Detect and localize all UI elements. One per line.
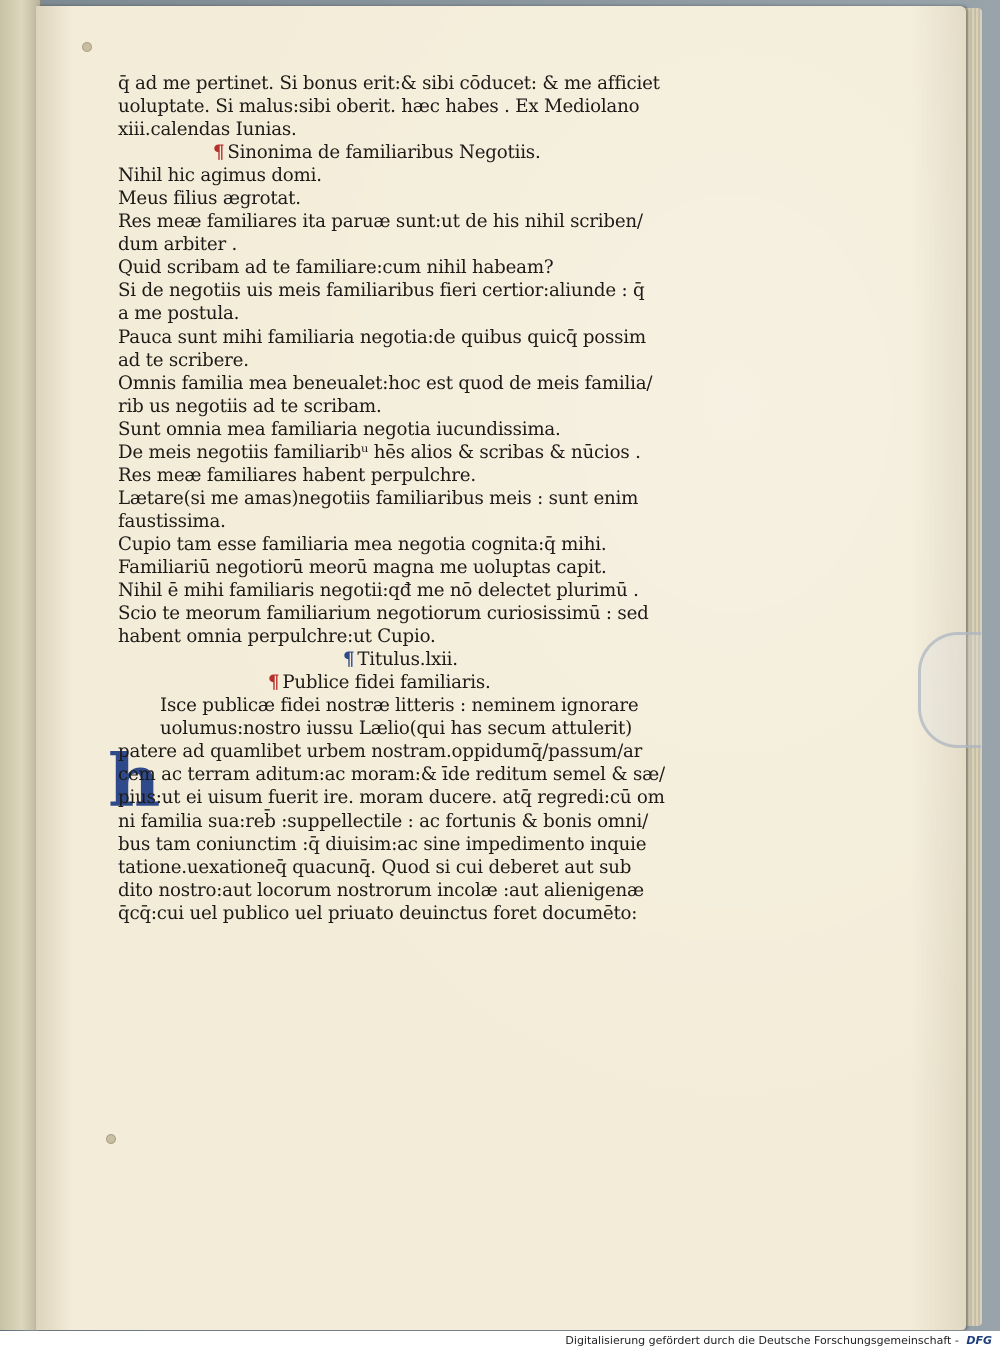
line-text: Scio te meorum familiarium negotiorum curiosissimū : sed <box>118 603 649 625</box>
line-text: ad te scribere. <box>118 349 249 371</box>
line-text: q̄ ad me pertinet. Si bonus erit:& sibi cōducet: & me afficiet <box>118 73 660 94</box>
line-text: rib us negotiis ad te scribam. <box>118 395 382 417</box>
paper-clip <box>918 632 981 748</box>
line-text: Sinonima de familiaribus Negotiis. <box>227 142 541 164</box>
line-text: xiii.calendas Iunias. <box>118 119 297 141</box>
text-line <box>118 856 768 879</box>
text-line <box>118 694 768 717</box>
text-line <box>118 740 768 763</box>
line-text: dito nostro:aut locorum nostrorum incolæ :aut alienigenæ <box>118 879 644 901</box>
line-text: Res meæ familiares habent perpulchre. <box>118 464 476 486</box>
line-text: faustissima. <box>118 510 226 532</box>
text-line <box>118 833 768 856</box>
line-text: De meis negotiis familiaribᵘ hēs alios & scribas & nūcios . <box>118 441 641 463</box>
text-line <box>118 372 768 395</box>
line-text: Res meæ familiares ita paruæ sunt:ut de his nihil scriben/ <box>118 211 643 233</box>
line-text: a me postula. <box>118 303 240 325</box>
text-line <box>118 602 768 625</box>
line-text: Publice fidei familiaris. <box>282 672 491 694</box>
line-text: Cupio tam esse familiaria mea negotia cognita:q̄ mihi. <box>118 533 607 555</box>
rubric-paragraph-mark: ¶ <box>213 142 225 164</box>
text-line <box>118 349 768 372</box>
text-line <box>118 464 768 487</box>
rubric-paragraph-mark: ¶ <box>343 649 355 671</box>
line-text: pius:ut ei uisum fuerit ire. moram ducere. atq̄ regredi:cū om <box>118 787 665 809</box>
line-text: Sunt omnia mea familiaria negotia iucundissima. <box>118 418 561 440</box>
text-line <box>118 118 768 141</box>
line-text: q̄cq̄:cui uel publico uel priuato deuinctus foret documēto: <box>118 902 638 924</box>
rubric-paragraph-mark: ¶ <box>268 672 280 694</box>
text-line <box>118 902 768 925</box>
line-text: cem ac terram aditum:ac moram:& īde reditum semel & sæ/ <box>118 764 665 786</box>
text-line <box>118 441 768 464</box>
line-text: Pauca sunt mihi familiaria negotia:de quibus quicq̄ possim <box>118 326 646 348</box>
line-text: dum arbiter . <box>118 234 238 256</box>
line-text: Nihil hic agimus domi. <box>118 165 322 187</box>
text-line <box>118 395 768 418</box>
page-text <box>118 72 768 925</box>
line-text: Familiariū negotiorū meorū magna me uoluptas capit. <box>118 556 607 578</box>
line-text: uoluptate. Si malus:sibi oberit. hæc habes . Ex Mediolano <box>118 96 640 118</box>
line-text: patere ad quamlibet urbem nostram.oppidumq̄/passum/ar <box>118 741 643 763</box>
text-line <box>118 233 768 256</box>
text-line <box>118 671 768 694</box>
line-text: Isce publicæ fidei nostræ litteris : neminem ignorare <box>160 695 639 717</box>
facing-page-edge <box>0 0 41 1330</box>
text-line <box>118 256 768 279</box>
line-text: Nihil ē mihi familiaris negotii:qđ me nō delectet plurimū . <box>118 580 639 602</box>
text-line <box>118 763 768 786</box>
text-line <box>118 556 768 579</box>
line-text: Quid scribam ad te familiare:cum nihil habeam? <box>118 257 554 279</box>
footer-credit <box>0 1331 1000 1351</box>
line-text: habent omnia perpulchre:ut Cupio. <box>118 626 436 648</box>
text-line <box>118 533 768 556</box>
page-hole <box>106 1134 116 1144</box>
line-text: Meus filius ægrotat. <box>118 188 301 210</box>
text-line <box>118 210 768 233</box>
line-text: Lætare(si me amas)negotiis familiaribus meis : sunt enim <box>118 487 639 509</box>
text-line <box>118 72 768 95</box>
text-line <box>118 786 768 809</box>
text-line <box>118 326 768 349</box>
text-line <box>118 187 768 210</box>
text-line <box>118 648 768 671</box>
text-line <box>118 579 768 602</box>
line-text: tatione.uexationeq̄ quacunq̄. Quod si cui deberet aut sub <box>118 856 632 878</box>
text-line <box>118 141 768 164</box>
text-line <box>118 487 768 510</box>
page-hole <box>82 42 92 52</box>
text-line <box>118 95 768 118</box>
line-text: uolumus:nostro iussu Lælio(qui has secum attulerit) <box>160 718 633 740</box>
line-text: Si de negotiis uis meis familiaribus fieri certior:aliunde : q̄ <box>118 280 645 302</box>
line-text: Titulus.lxii. <box>357 649 458 671</box>
text-line <box>118 810 768 833</box>
text-line <box>118 717 768 740</box>
text-line <box>118 418 768 441</box>
text-line <box>118 164 768 187</box>
text-line <box>118 302 768 325</box>
footer-text: Digitalisierung gefördert durch die Deutsche Forschungsgemeinschaft - <box>565 1334 959 1347</box>
dfg-logo: DFG <box>966 1334 992 1347</box>
text-line <box>118 625 768 648</box>
text-line <box>118 510 768 533</box>
text-line <box>118 879 768 902</box>
line-text: bus tam coniunctim :q̄ diuisim:ac sine impedimento inquie <box>118 833 647 855</box>
line-text: ni familia sua:reb̄ :suppellectile : ac fortunis & bonis omni/ <box>118 810 649 832</box>
line-text: Omnis familia mea beneualet:hoc est quod de meis familia/ <box>118 372 653 394</box>
text-line <box>118 279 768 302</box>
decorated-initial: h <box>108 738 161 823</box>
